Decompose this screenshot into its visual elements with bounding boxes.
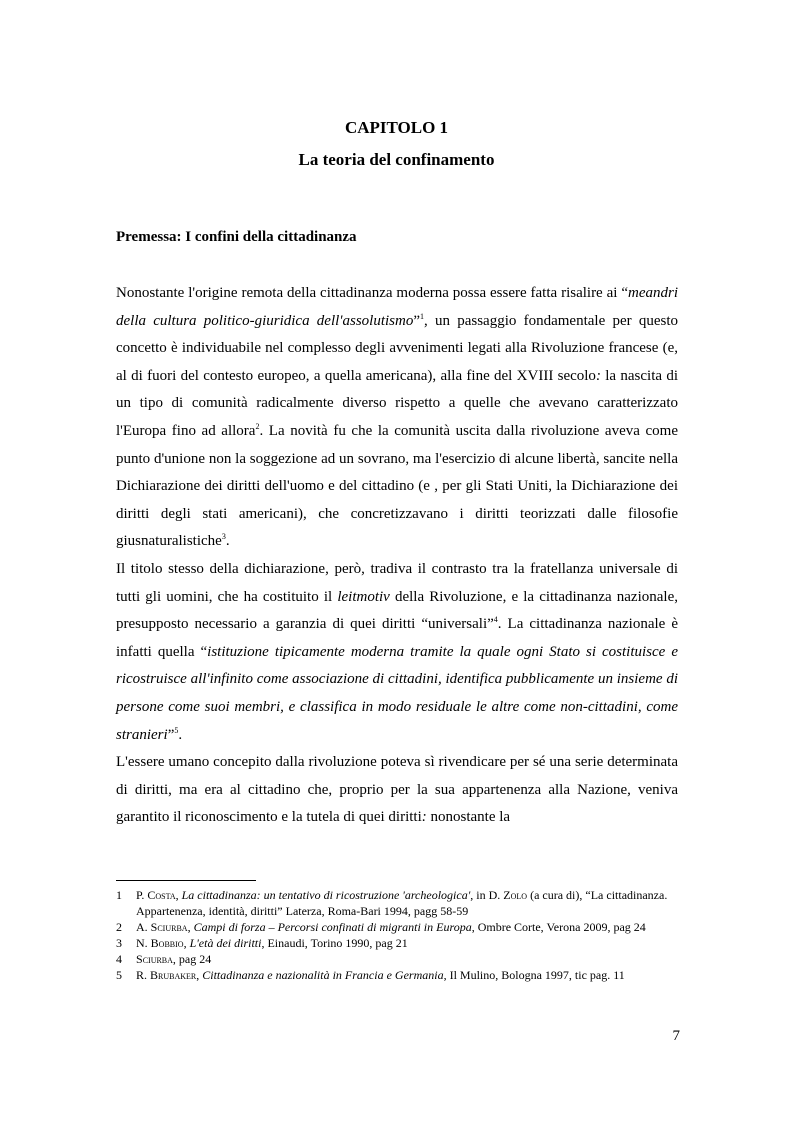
paragraph-1 [116, 280, 678, 556]
footnote [116, 967, 678, 983]
footnote-author: A. S [136, 920, 158, 934]
paragraph-3 [116, 749, 678, 832]
footnote-separator-text: , [183, 936, 190, 950]
chapter-number: CAPITOLO 1 [344, 118, 449, 137]
text-run: ” [413, 312, 421, 329]
text-run: della Rivoluzione, e la cittadinanza nazionale, presupposto necessario a garanzia di quei diritti “universali” [116, 588, 678, 633]
footnote-text: , pag 24 [172, 952, 212, 966]
italic-quote: meandri della cultura politico-giuridica dell'assolutismo [116, 285, 678, 329]
text-run: L'essere umano concepito dalla rivoluzione poteva sì rivendicare per sé una serie determinata di diritti, ma era al cittadino che, proprio per la sua appartenenza alla Nazione, veniva garantito il riconoscimento e la tutela di quei diritti [116, 754, 678, 826]
footnote-editor-smallcaps: olo [510, 888, 528, 902]
italic-colon: : [595, 367, 601, 384]
footnote-number: 2 [116, 920, 122, 934]
footnote-author-smallcaps: ciurba [157, 920, 188, 934]
chapter-title: La teoria del confinamento [298, 150, 495, 169]
text-run: , un passaggio fondamentale per questo concetto è individuabile nel complesso degli avvenimenti legati alla Rivoluzione francese (e, al di fuori del contesto europeo, a quella americana), alla fine del XVIII secolo [116, 312, 678, 384]
text-run: . La cittadinanza nazionale è infatti quella “ [116, 616, 678, 660]
footnote-ref[interactable]: 5 [174, 725, 179, 735]
footnote-separator [116, 880, 256, 881]
footnote-author: R. B [136, 968, 159, 982]
footnote-text: , in D. Z [470, 888, 511, 902]
text-run: . [225, 533, 230, 550]
footnote-number: 4 [116, 952, 122, 966]
footnote-separator-text: , [187, 920, 194, 934]
footnote-author-smallcaps: ciurba [142, 952, 173, 966]
paragraph-2 [116, 556, 678, 749]
footnote-author-smallcaps: rubaker [158, 968, 197, 982]
text-run: . [178, 726, 183, 743]
footnote-separator-text: , [196, 968, 203, 982]
footnote-separator-text: , [175, 888, 182, 902]
italic-term: leitmotiv [337, 588, 390, 605]
italic-quote: istituzione tipicamente moderna tramite la quale ogni Stato si costituisce e ricostruisce all'infinito come associazione di cittadini, identifica pubblicamente un insieme di persone come suoi membri, e classifica in modo residuale le altre come non-cittadini, come stranieri [116, 643, 679, 743]
footnote-author: S [136, 952, 143, 966]
footnote-ref[interactable]: 1 [420, 311, 425, 321]
footnote-ref[interactable]: 2 [255, 421, 260, 431]
footnote-number: 5 [116, 968, 122, 982]
italic-colon: : [421, 809, 427, 826]
footnote-number: 3 [116, 936, 122, 950]
footnote-title: La cittadinanza: un tentativo di ricostruzione 'archeologica' [181, 888, 471, 902]
section-heading: Premessa: I confini della cittadinanza [116, 229, 357, 245]
footnote [116, 951, 678, 967]
footnote-text: , Einaudi, Torino 1990, pag 21 [261, 936, 408, 950]
text-run: Nonostante l'origine remota della cittadinanza moderna possa essere fatta risalire ai “ [116, 285, 628, 301]
footnote-author-smallcaps: osta [155, 888, 176, 902]
footnote-text: , Ombre Corte, Verona 2009, pag 24 [471, 920, 646, 934]
footnote-ref[interactable]: 3 [221, 532, 226, 542]
footnote-ref[interactable]: 4 [493, 615, 498, 625]
text-run: la nascita di un tipo di comunità radicalmente diverso rispetto a quelle che avevano caratterizzato l'Europa fino ad allora [116, 367, 678, 439]
footnote-text: , Il Mulino, Bologna 1997, tic pag. 11 [443, 968, 625, 982]
footnote [116, 935, 678, 951]
footnote-author-smallcaps: obbio [158, 936, 184, 950]
footnote-text: (a cura di), “La cittadinanza. Appartenenza, identità, diritti” Laterza, Roma-Bari 1994, pagg 58-59 [136, 888, 668, 918]
footnote-author: P. C [136, 888, 156, 902]
text-run: . La novità fu che la comunità uscita dalla rivoluzione aveva come punto d'unione non la soggezione ad un sovrano, ma l'esercizio di alcune libertà, sancite nella Dichiarazione dei diritti dell'uomo e del cittadino (e , per gli Stati Uniti, la Dichiarazione dei diritti degli stati americani), che concretizzavano i diritti teorizzati dalle filosofie giusnaturalistiche [116, 422, 678, 550]
footnote-number: 1 [116, 888, 122, 902]
footnote [116, 887, 678, 919]
footnote-title: L'età dei diritti [189, 936, 262, 950]
footnote [116, 919, 678, 935]
footnote-title: Cittadinanza e nazionalità in Francia e Germania [202, 968, 444, 982]
text-run: Il titolo stesso della dichiarazione, però, tradiva il contrasto tra la fratellanza universale di tutti gli uomini, che ha costituito il [116, 560, 678, 605]
text-run: ” [167, 726, 175, 743]
footnote-title: Campi di forza – Percorsi confinati di migranti in Europa [193, 920, 472, 934]
page-number: 7 [672, 1028, 680, 1044]
body-text [116, 280, 678, 832]
footnote-author: N. B [136, 936, 159, 950]
footnotes-list [116, 887, 678, 983]
text-run: nonostante la [426, 809, 511, 826]
